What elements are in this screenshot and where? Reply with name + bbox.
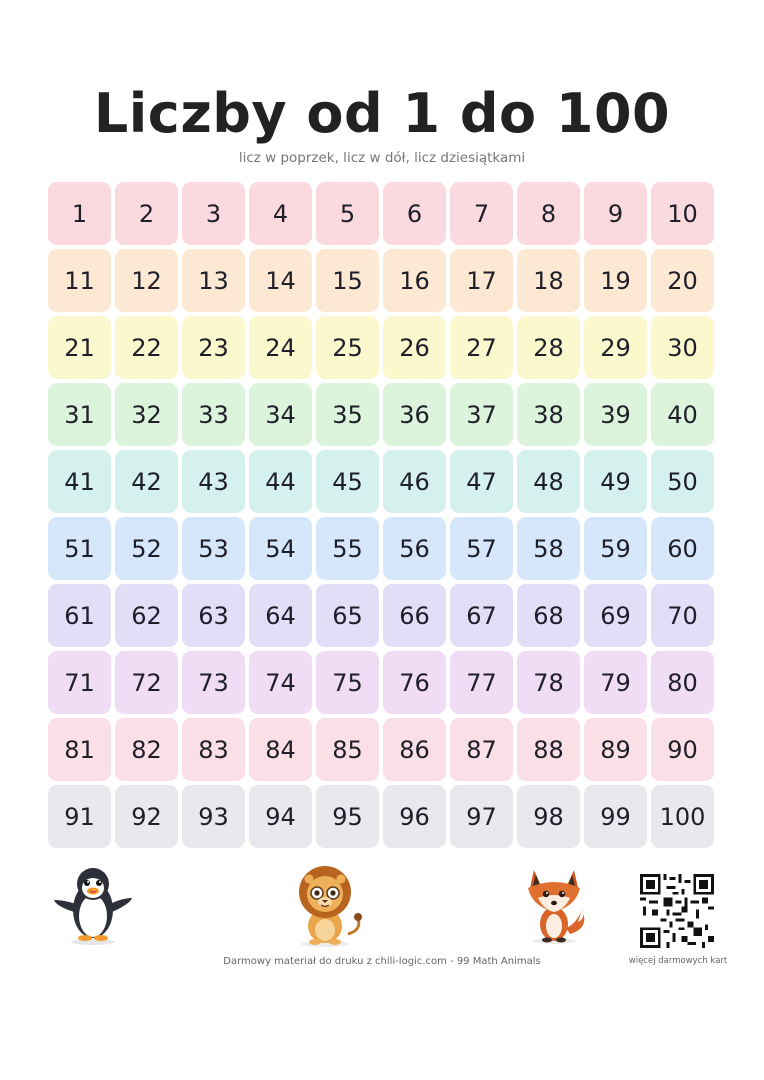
number-cell: 18	[517, 249, 580, 312]
number-cell: 28	[517, 316, 580, 379]
number-cell: 3	[182, 182, 245, 245]
number-cell: 95	[316, 785, 379, 848]
number-cell: 14	[249, 249, 312, 312]
number-cell: 66	[383, 584, 446, 647]
number-cell: 54	[249, 517, 312, 580]
number-cell: 53	[182, 517, 245, 580]
number-cell: 62	[115, 584, 178, 647]
hundred-chart	[48, 182, 717, 848]
number-cell: 100	[651, 785, 714, 848]
number-cell: 46	[383, 450, 446, 513]
page-title: Liczby od 1 do 100	[93, 82, 671, 145]
number-cell: 92	[115, 785, 178, 848]
number-cell: 80	[651, 651, 714, 714]
number-cell: 35	[316, 383, 379, 446]
number-cell: 61	[48, 584, 111, 647]
number-cell: 88	[517, 718, 580, 781]
number-cell: 73	[182, 651, 245, 714]
number-cell: 65	[316, 584, 379, 647]
number-cell: 41	[48, 450, 111, 513]
number-cell: 58	[517, 517, 580, 580]
number-cell: 39	[584, 383, 647, 446]
number-cell: 15	[316, 249, 379, 312]
number-cell: 33	[182, 383, 245, 446]
number-cell: 37	[450, 383, 513, 446]
number-cell: 55	[316, 517, 379, 580]
number-cell: 21	[48, 316, 111, 379]
number-cell: 99	[584, 785, 647, 848]
number-cell: 63	[182, 584, 245, 647]
number-cell: 43	[182, 450, 245, 513]
number-cell: 85	[316, 718, 379, 781]
number-cell: 16	[383, 249, 446, 312]
number-cell: 27	[450, 316, 513, 379]
number-cell: 47	[450, 450, 513, 513]
number-cell: 1	[48, 182, 111, 245]
number-cell: 50	[651, 450, 714, 513]
number-cell: 7	[450, 182, 513, 245]
number-cell: 70	[651, 584, 714, 647]
number-cell: 86	[383, 718, 446, 781]
number-cell: 83	[182, 718, 245, 781]
number-cell: 78	[517, 651, 580, 714]
number-cell: 24	[249, 316, 312, 379]
number-cell: 67	[450, 584, 513, 647]
number-cell: 17	[450, 249, 513, 312]
number-cell: 51	[48, 517, 111, 580]
number-cell: 94	[249, 785, 312, 848]
number-cell: 31	[48, 383, 111, 446]
number-cell: 38	[517, 383, 580, 446]
number-cell: 91	[48, 785, 111, 848]
number-cell: 68	[517, 584, 580, 647]
number-cell: 69	[584, 584, 647, 647]
number-cell: 75	[316, 651, 379, 714]
number-cell: 23	[182, 316, 245, 379]
number-cell: 26	[383, 316, 446, 379]
number-cell: 13	[182, 249, 245, 312]
number-cell: 89	[584, 718, 647, 781]
number-cell: 30	[651, 316, 714, 379]
number-cell: 2	[115, 182, 178, 245]
number-cell: 4	[249, 182, 312, 245]
number-cell: 93	[182, 785, 245, 848]
number-cell: 5	[316, 182, 379, 245]
number-cell: 52	[115, 517, 178, 580]
number-cell: 96	[383, 785, 446, 848]
number-cell: 12	[115, 249, 178, 312]
qr-code-icon[interactable]	[640, 874, 714, 948]
number-cell: 9	[584, 182, 647, 245]
number-cell: 44	[249, 450, 312, 513]
number-cell: 34	[249, 383, 312, 446]
number-cell: 49	[584, 450, 647, 513]
number-cell: 72	[115, 651, 178, 714]
number-cell: 81	[48, 718, 111, 781]
number-cell: 87	[450, 718, 513, 781]
number-cell: 59	[584, 517, 647, 580]
number-cell: 98	[517, 785, 580, 848]
number-cell: 64	[249, 584, 312, 647]
number-cell: 20	[651, 249, 714, 312]
footer-credit: Darmowy materiał do druku z chili-logic.com - 99 Math Animals	[223, 956, 541, 967]
qr-caption: więcej darmowych kart	[628, 956, 728, 966]
number-cell: 8	[517, 182, 580, 245]
number-cell: 60	[651, 517, 714, 580]
number-cell: 10	[651, 182, 714, 245]
number-cell: 29	[584, 316, 647, 379]
fox-illustration	[516, 862, 592, 944]
number-cell: 71	[48, 651, 111, 714]
number-cell: 11	[48, 249, 111, 312]
number-cell: 97	[450, 785, 513, 848]
number-cell: 79	[584, 651, 647, 714]
lion-illustration	[284, 860, 366, 948]
penguin-illustration	[52, 860, 134, 946]
number-cell: 42	[115, 450, 178, 513]
number-cell: 19	[584, 249, 647, 312]
number-cell: 32	[115, 383, 178, 446]
number-cell: 6	[383, 182, 446, 245]
page-subtitle: licz w poprzek, licz w dół, licz dziesiątkami	[238, 150, 526, 166]
number-cell: 25	[316, 316, 379, 379]
number-cell: 45	[316, 450, 379, 513]
number-cell: 74	[249, 651, 312, 714]
number-cell: 48	[517, 450, 580, 513]
number-cell: 90	[651, 718, 714, 781]
number-cell: 36	[383, 383, 446, 446]
number-cell: 57	[450, 517, 513, 580]
number-cell: 76	[383, 651, 446, 714]
number-cell: 84	[249, 718, 312, 781]
number-cell: 40	[651, 383, 714, 446]
number-cell: 56	[383, 517, 446, 580]
number-cell: 82	[115, 718, 178, 781]
number-cell: 77	[450, 651, 513, 714]
number-cell: 22	[115, 316, 178, 379]
